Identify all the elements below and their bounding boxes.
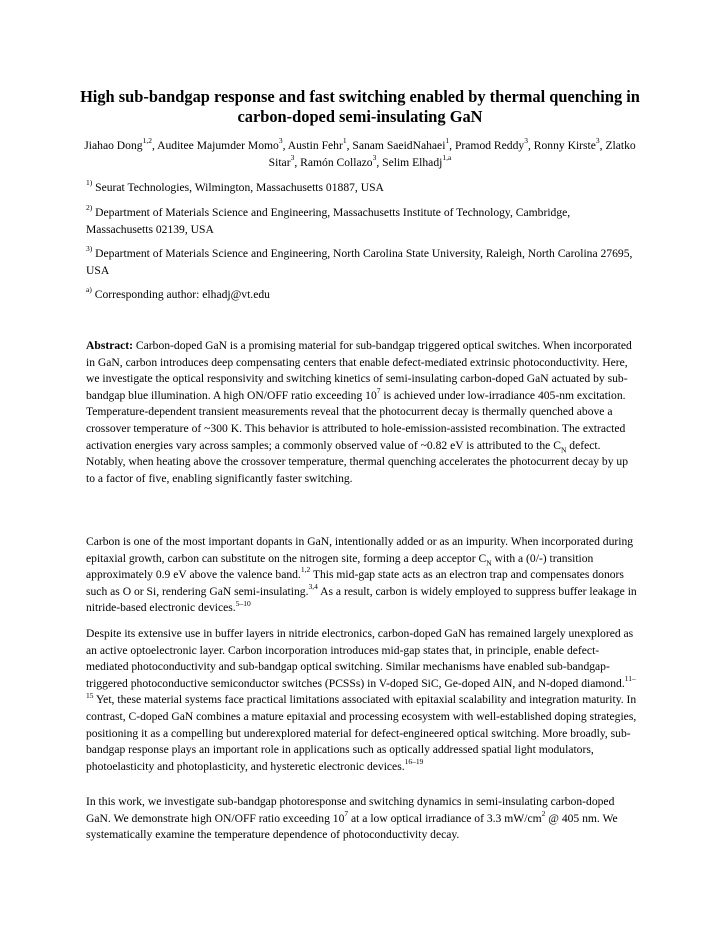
author: Ronny Kirste$^3$, bbox=[533, 136, 606, 152]
affiliation-1: $^{1)}$ Seurat Technologies, Wilmington, Massachusetts 01887, USA bbox=[86, 178, 384, 194]
body-paragraph-1: Carbon is one of the most important dopants in GaN, intentionally added or as an impurity. When incorporated during epitaxial growth, carbon can substitute on the nitrogen site, forming a deep acceptor $C_N$ with a (0/-) transition approximately 0.9 eV above the valence band.$^{1,2}$ This mid-gap state acts as an electron trap and compensates donors such as O or Si, rendering GaN semi-insulating.$^{3,4}$ As a result, carbon is widely employed to suppress buffer leakage in nitride-based electronic devices.$^{5-10}$ bbox=[86, 535, 637, 615]
author: Pramod Reddy$^3$, bbox=[454, 136, 534, 152]
author-list bbox=[70, 137, 650, 171]
author: Auditee Majumder Momo$^3$, bbox=[157, 136, 288, 152]
author: Sanam SaeidNahaei$^1$, bbox=[352, 136, 455, 152]
author: Ramón Collazo$^3$, bbox=[300, 153, 383, 169]
paper-title: High sub-bandgap response and fast switching enabled by thermal quenching in carbon-doped semi-insulating GaN bbox=[80, 87, 640, 126]
citation: 1,2 bbox=[300, 565, 311, 575]
citation: 11–15 bbox=[86, 673, 636, 700]
citation: 3,4 bbox=[308, 581, 318, 591]
abstract-label: Abstract: bbox=[86, 339, 134, 352]
citation: 5–10 bbox=[235, 598, 251, 608]
body-paragraph-3: In this work, we investigate sub-bandgap photoresponse and switching dynamics in semi-insulating carbon-doped GaN. We demonstrate high ON/OFF ratio exceeding $10^7$ at a low optical irradiance of 3.3 $mW/cm^2$ @ 405 nm. We systematically examine the temperature dependence of photoconductivity decay. bbox=[86, 795, 618, 842]
author: Jiahao Dong$^{1,2}$, bbox=[84, 136, 158, 152]
abstract: Abstract: Carbon-doped GaN is a promising material for sub-bandgap triggered optical switches. When incorporated in GaN, carbon introduces deep compensating centers that enable defect-mediated extrinsic photoconductivity. Here, we investigate the optical responsivity and switching kinetics of semi-insulating carbon-doped GaN actuated by sub-bandgap blue illumination. A high ON/OFF ratio exceeding $10^7$ is achieved under low-irradiance 405-nm excitation. Temperature-dependent transient measurements reveal that the photocurrent decay is thermally quenched above a crossover temperature of ~300 K. This behavior is attributed to hole-emission-assisted recombination. The extracted activation energies vary across samples; a commonly observed value of ~0.82 eV is attributed to the $C_N$ defect. Notably, when heating above the crossover temperature, thermal quenching accelerates the photocurrent decay by up to a factor of five, enabling significantly faster switching. bbox=[86, 339, 632, 485]
author: Selim Elhadj$^{1,a}$ bbox=[382, 153, 452, 169]
body-paragraph-2: Despite its extensive use in buffer layers in nitride electronics, carbon-doped GaN has remained largely unexplored as an active optoelectronic layer. Carbon incorporation introduces mid-gap states that, in principle, enable defect-mediated photoconductivity and sub-bandgap optical switching. Similar mechanisms have enabled sub-bandgap-triggered photoconductive semiconductor switches (PCSSs) in V-doped SiC, Ge-doped AlN, and N-doped diamond.$^{11-15}$ Yet, these material systems face practical limitations associated with epitaxial scalability and integration maturity. In contrast, C-doped GaN combines a mature epitaxial and processing ecosystem with well-established doping strategies, positioning it as a compelling but underexplored material for defect-engineered optical switching. More broadly, sub-bandgap response plays an important role in applications such as optically addressed spatial light modulators, photoelasticity and photoplasticity, and hysteretic electronic devices.$^{16-19}$ bbox=[86, 627, 637, 773]
citation: 16–19 bbox=[404, 756, 424, 766]
corresponding-author: $^{a)}$ Corresponding author: elhadj@vt.edu bbox=[86, 285, 270, 301]
affiliation-3: $^{3)}$ Department of Materials Science and Engineering, North Carolina State University, Raleigh, North Carolina 27695, USA bbox=[86, 244, 633, 277]
author: Austin Fehr$^1$, bbox=[287, 136, 353, 152]
affiliation-2: $^{2)}$ Department of Materials Science and Engineering, Massachusetts Institute of Technology, Cambridge, Massachusetts 02139, USA bbox=[86, 203, 571, 236]
author: Zlatko Sitar$^3$, bbox=[268, 139, 636, 169]
